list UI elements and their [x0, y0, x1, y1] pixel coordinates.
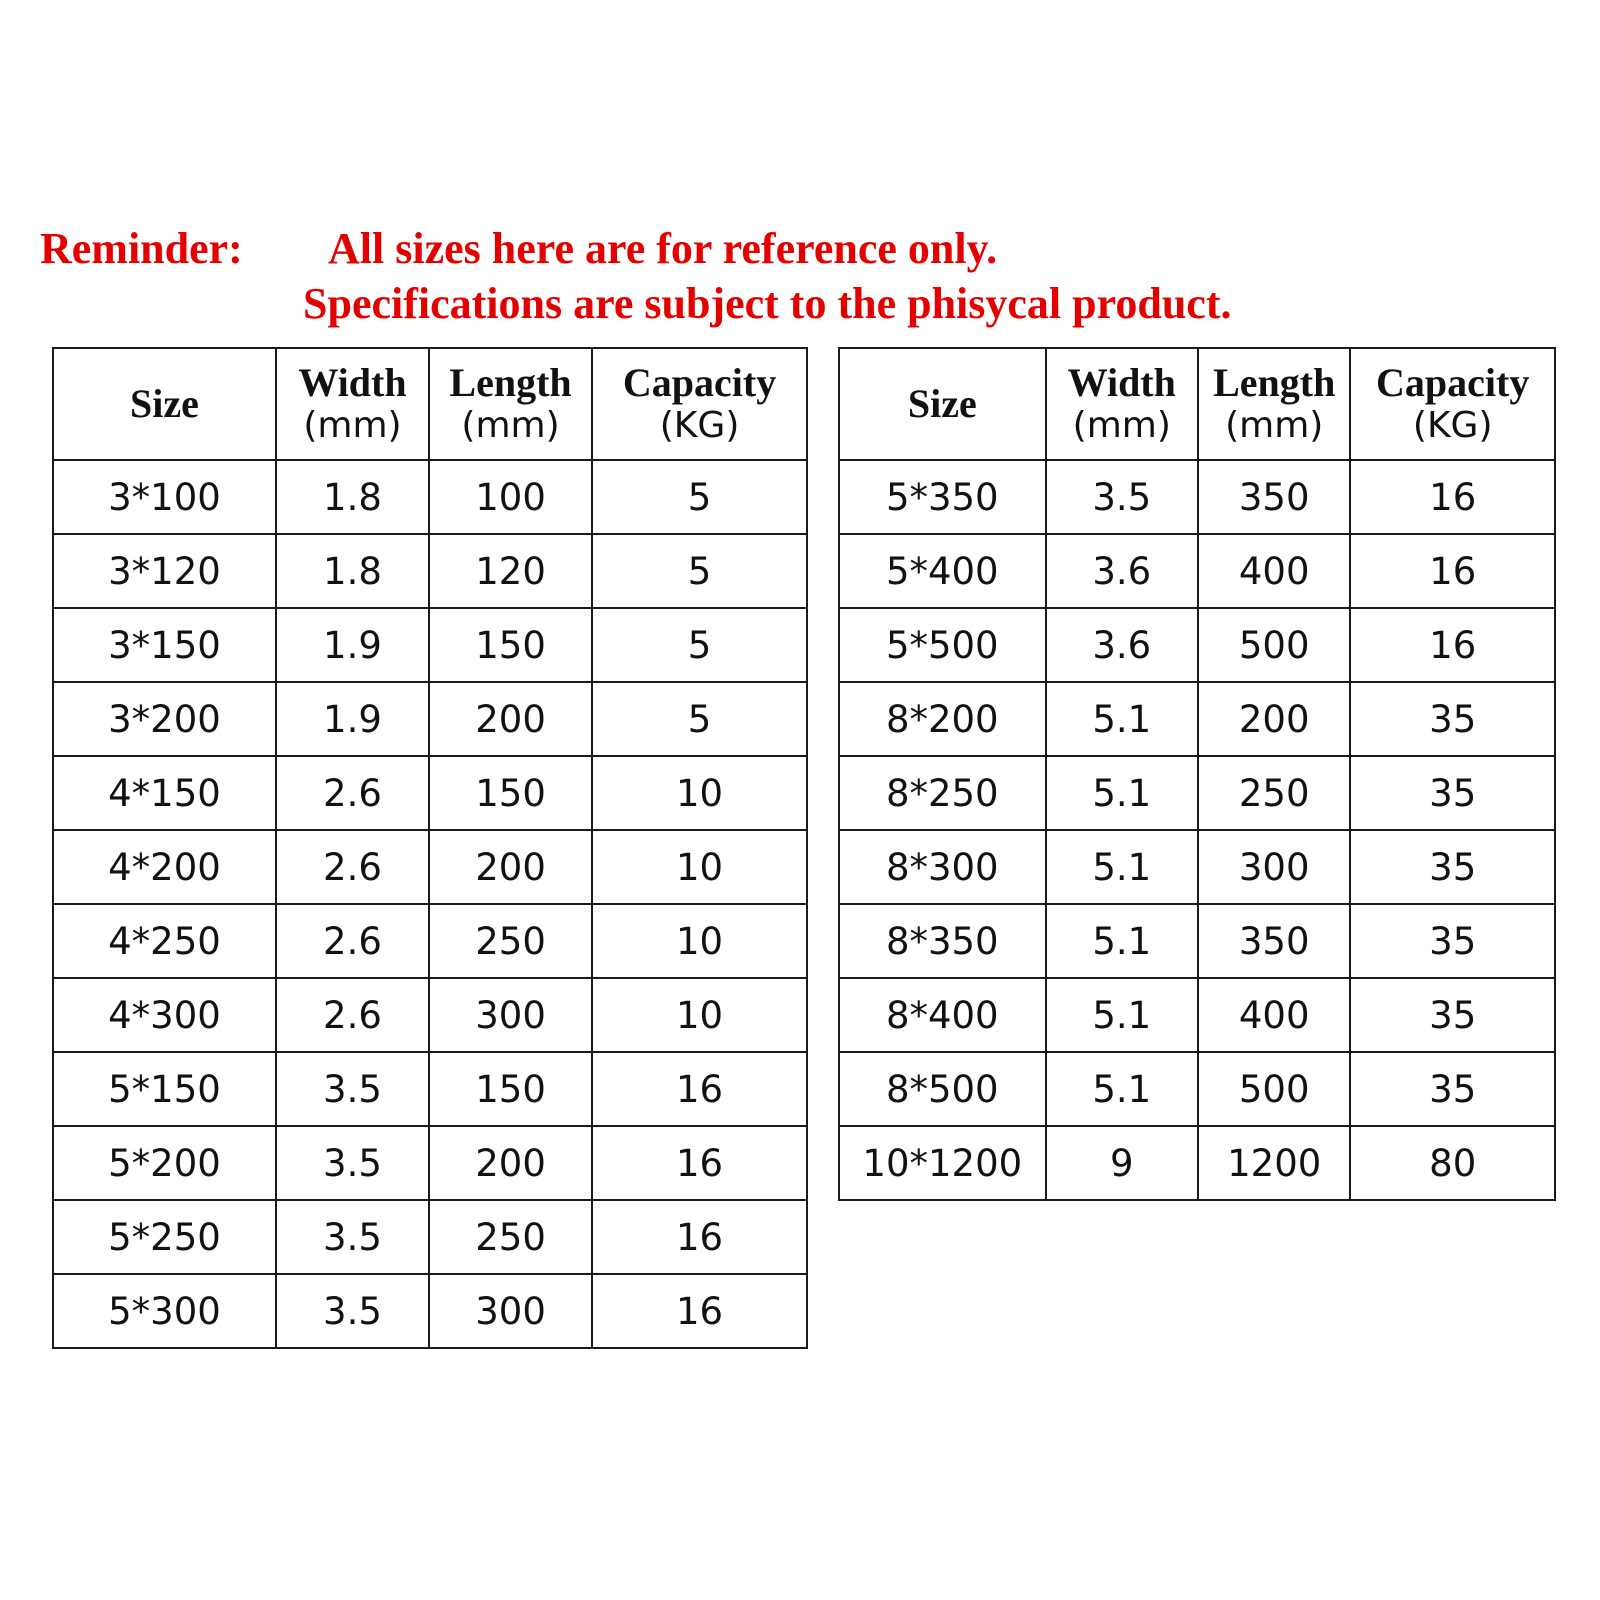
width-cell: 2.6 [276, 756, 429, 830]
size-cell: 5*200 [53, 1126, 276, 1200]
width-cell: 1.8 [276, 534, 429, 608]
width-cell: 5.1 [1046, 830, 1198, 904]
capacity-cell: 10 [592, 978, 807, 1052]
size-cell: 5*350 [839, 460, 1046, 534]
size-cell: 4*300 [53, 978, 276, 1052]
length-cell: 350 [1198, 904, 1350, 978]
capacity-cell: 35 [1350, 756, 1555, 830]
header-size [53, 348, 276, 460]
table-header [53, 348, 807, 460]
capacity-cell: 35 [1350, 682, 1555, 756]
size-cell: 5*150 [53, 1052, 276, 1126]
length-cell: 120 [429, 534, 592, 608]
size-cell: 3*120 [53, 534, 276, 608]
header-width-unit: (mm) [303, 405, 402, 446]
size-cell: 4*250 [53, 904, 276, 978]
reminder-line-1: All sizes here are for reference only. [328, 224, 998, 273]
table-body [53, 460, 807, 1348]
table-row [53, 756, 807, 830]
size-cell: 5*300 [53, 1274, 276, 1348]
table-row [53, 1274, 807, 1348]
table-row [839, 460, 1555, 534]
header-size [839, 348, 1046, 460]
size-cell: 8*500 [839, 1052, 1046, 1126]
header-width [276, 348, 429, 460]
table-row [839, 978, 1555, 1052]
header-width-label: Width [1067, 360, 1176, 405]
width-cell: 5.1 [1046, 682, 1198, 756]
capacity-cell: 16 [1350, 534, 1555, 608]
length-cell: 200 [429, 830, 592, 904]
length-cell: 500 [1198, 608, 1350, 682]
size-cell: 5*250 [53, 1200, 276, 1274]
header-size-label: Size [907, 381, 977, 426]
table-row [53, 978, 807, 1052]
header-length [1198, 348, 1350, 460]
header-length-label: Length [1213, 360, 1336, 405]
length-cell: 150 [429, 756, 592, 830]
length-cell: 200 [429, 1126, 592, 1200]
header-capacity-label: Capacity [1376, 360, 1530, 405]
table-row [839, 756, 1555, 830]
capacity-cell: 16 [1350, 460, 1555, 534]
capacity-cell: 10 [592, 756, 807, 830]
header-width-unit: (mm) [1072, 405, 1171, 446]
width-cell: 3.6 [1046, 534, 1198, 608]
capacity-cell: 16 [592, 1052, 807, 1126]
width-cell: 3.5 [276, 1200, 429, 1274]
capacity-cell: 35 [1350, 978, 1555, 1052]
table-row [53, 830, 807, 904]
width-cell: 3.5 [276, 1274, 429, 1348]
table-row [53, 1052, 807, 1126]
width-cell: 3.5 [276, 1052, 429, 1126]
capacity-cell: 16 [592, 1274, 807, 1348]
size-cell: 4*200 [53, 830, 276, 904]
length-cell: 300 [429, 978, 592, 1052]
table-row [53, 904, 807, 978]
length-cell: 250 [429, 1200, 592, 1274]
size-cell: 3*200 [53, 682, 276, 756]
capacity-cell: 5 [592, 534, 807, 608]
width-cell: 1.8 [276, 460, 429, 534]
width-cell: 9 [1046, 1126, 1198, 1200]
header-length-unit: (mm) [461, 405, 560, 446]
header-capacity-unit: (KG) [659, 405, 740, 446]
table-row [839, 608, 1555, 682]
capacity-cell: 35 [1350, 1052, 1555, 1126]
size-cell: 8*400 [839, 978, 1046, 1052]
table-row [53, 1126, 807, 1200]
table-row [53, 460, 807, 534]
width-cell: 2.6 [276, 830, 429, 904]
capacity-cell: 16 [1350, 608, 1555, 682]
length-cell: 1200 [1198, 1126, 1350, 1200]
width-cell: 2.6 [276, 978, 429, 1052]
length-cell: 200 [429, 682, 592, 756]
size-cell: 3*100 [53, 460, 276, 534]
table-header [839, 348, 1555, 460]
capacity-cell: 16 [592, 1126, 807, 1200]
capacity-cell: 35 [1350, 830, 1555, 904]
length-cell: 250 [429, 904, 592, 978]
length-cell: 200 [1198, 682, 1350, 756]
header-capacity-label: Capacity [622, 360, 777, 405]
width-cell: 1.9 [276, 608, 429, 682]
length-cell: 150 [429, 608, 592, 682]
table-row [53, 682, 807, 756]
size-cell: 8*200 [839, 682, 1046, 756]
width-cell: 5.1 [1046, 904, 1198, 978]
width-cell: 5.1 [1046, 978, 1198, 1052]
table-row [53, 534, 807, 608]
header-length [429, 348, 592, 460]
length-cell: 500 [1198, 1052, 1350, 1126]
width-cell: 3.5 [1046, 460, 1198, 534]
size-cell: 8*350 [839, 904, 1046, 978]
length-cell: 300 [1198, 830, 1350, 904]
size-cell: 5*400 [839, 534, 1046, 608]
table-row [839, 1052, 1555, 1126]
length-cell: 100 [429, 460, 592, 534]
size-cell: 4*150 [53, 756, 276, 830]
length-cell: 300 [429, 1274, 592, 1348]
table-body [839, 460, 1555, 1200]
table-row [839, 904, 1555, 978]
header-capacity-unit: (KG) [1412, 405, 1493, 446]
width-cell: 5.1 [1046, 1052, 1198, 1126]
width-cell: 1.9 [276, 682, 429, 756]
header-length-unit: (mm) [1225, 405, 1324, 446]
length-cell: 350 [1198, 460, 1350, 534]
table-row [53, 608, 807, 682]
header-width [1046, 348, 1198, 460]
width-cell: 3.5 [276, 1126, 429, 1200]
size-cell: 10*1200 [839, 1126, 1046, 1200]
capacity-cell: 5 [592, 682, 807, 756]
capacity-cell: 16 [592, 1200, 807, 1274]
capacity-cell: 80 [1350, 1126, 1555, 1200]
width-cell: 3.6 [1046, 608, 1198, 682]
reminder-line-2: Specifications are subject to the phisycal product. [303, 279, 1232, 328]
size-cell: 5*500 [839, 608, 1046, 682]
table-row [839, 1126, 1555, 1200]
size-cell: 3*150 [53, 608, 276, 682]
width-cell: 5.1 [1046, 756, 1198, 830]
size-cell: 8*250 [839, 756, 1046, 830]
size-table-right [838, 347, 1556, 1201]
length-cell: 400 [1198, 978, 1350, 1052]
size-table-left [52, 347, 808, 1349]
capacity-cell: 35 [1350, 904, 1555, 978]
header-size-label: Size [130, 381, 199, 426]
header-capacity [592, 348, 807, 460]
table-row [53, 1200, 807, 1274]
length-cell: 250 [1198, 756, 1350, 830]
capacity-cell: 5 [592, 460, 807, 534]
table-row [839, 830, 1555, 904]
length-cell: 150 [429, 1052, 592, 1126]
table-row [839, 682, 1555, 756]
length-cell: 400 [1198, 534, 1350, 608]
header-length-label: Length [449, 360, 572, 405]
header-capacity [1350, 348, 1555, 460]
reminder-label: Reminder: [40, 224, 243, 273]
width-cell: 2.6 [276, 904, 429, 978]
header-width-label: Width [298, 360, 407, 405]
capacity-cell: 10 [592, 904, 807, 978]
table-row [839, 534, 1555, 608]
size-cell: 8*300 [839, 830, 1046, 904]
capacity-cell: 5 [592, 608, 807, 682]
capacity-cell: 10 [592, 830, 807, 904]
